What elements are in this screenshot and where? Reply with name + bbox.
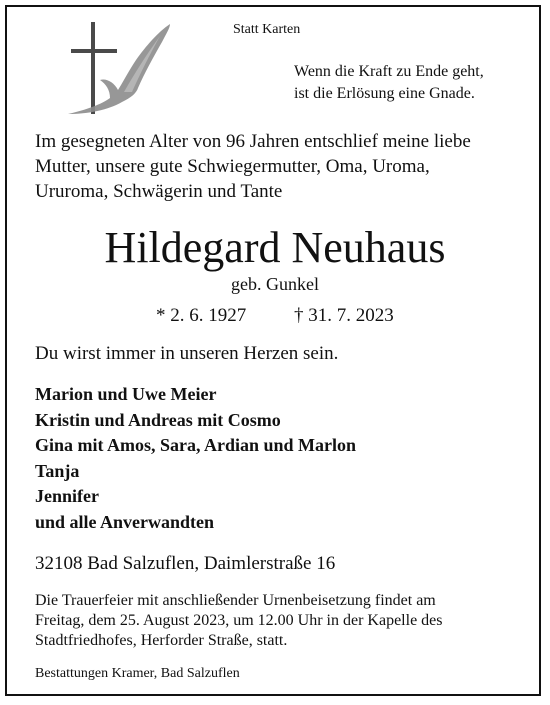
motto-line: Wenn die Kraft zu Ende geht, [294, 63, 484, 80]
mourner: Marion und Uwe Meier [35, 384, 217, 404]
intro-line: Mutter, unsere gute Schwiegermutter, Oma, Uroma, [35, 156, 430, 177]
cross-and-bird-icon [62, 18, 172, 120]
cross-vertical-bar [91, 22, 95, 114]
ceremony-line: Die Trauerfeier mit anschließender Urnenbeisetzung findet am [35, 592, 436, 609]
intro-line: Ururoma, Schwägerin und Tante [35, 181, 283, 202]
motto [294, 61, 484, 105]
address: 32108 Bad Salzuflen, Daimlerstraße 16 [35, 553, 336, 574]
ceremony-line: Stadtfriedhofes, Herforder Straße, statt. [35, 632, 288, 649]
deceased-name: Hildegard Neuhaus [104, 223, 446, 272]
mourner: und alle Anverwandten [35, 511, 215, 532]
mourner: Jennifer [35, 486, 99, 507]
maiden-name: geb. Gunkel [231, 274, 319, 294]
mourners-list [35, 382, 356, 536]
sentiment-line: Du wirst immer in unseren Herzen sein. [35, 343, 339, 364]
mourner: Kristin und Andreas mit Cosmo [35, 409, 281, 430]
birth-date: * 2. 6. 1927 [156, 305, 247, 326]
bird-wing-highlight [124, 36, 160, 92]
bird-wing-shape [68, 24, 170, 114]
cross-horizontal-bar [71, 49, 117, 53]
motto-line: ist die Erlösung eine Gnade. [294, 85, 475, 102]
mourner: Tanja [35, 460, 80, 481]
ceremony-text [35, 591, 443, 651]
intro-text [35, 129, 471, 204]
death-date: † 31. 7. 2023 [294, 305, 394, 326]
intro-line: Im gesegneten Alter von 96 Jahren entschlief meine liebe [35, 131, 471, 152]
header-note: Statt Karten [233, 22, 301, 37]
mourner: Gina mit Amos, Sara, Ardian und Marlon [35, 435, 357, 456]
undertaker: Bestattungen Kramer, Bad Salzuflen [35, 666, 240, 681]
ceremony-line: Freitag, dem 25. August 2023, um 12.00 Uhr in der Kapelle des [35, 612, 443, 629]
